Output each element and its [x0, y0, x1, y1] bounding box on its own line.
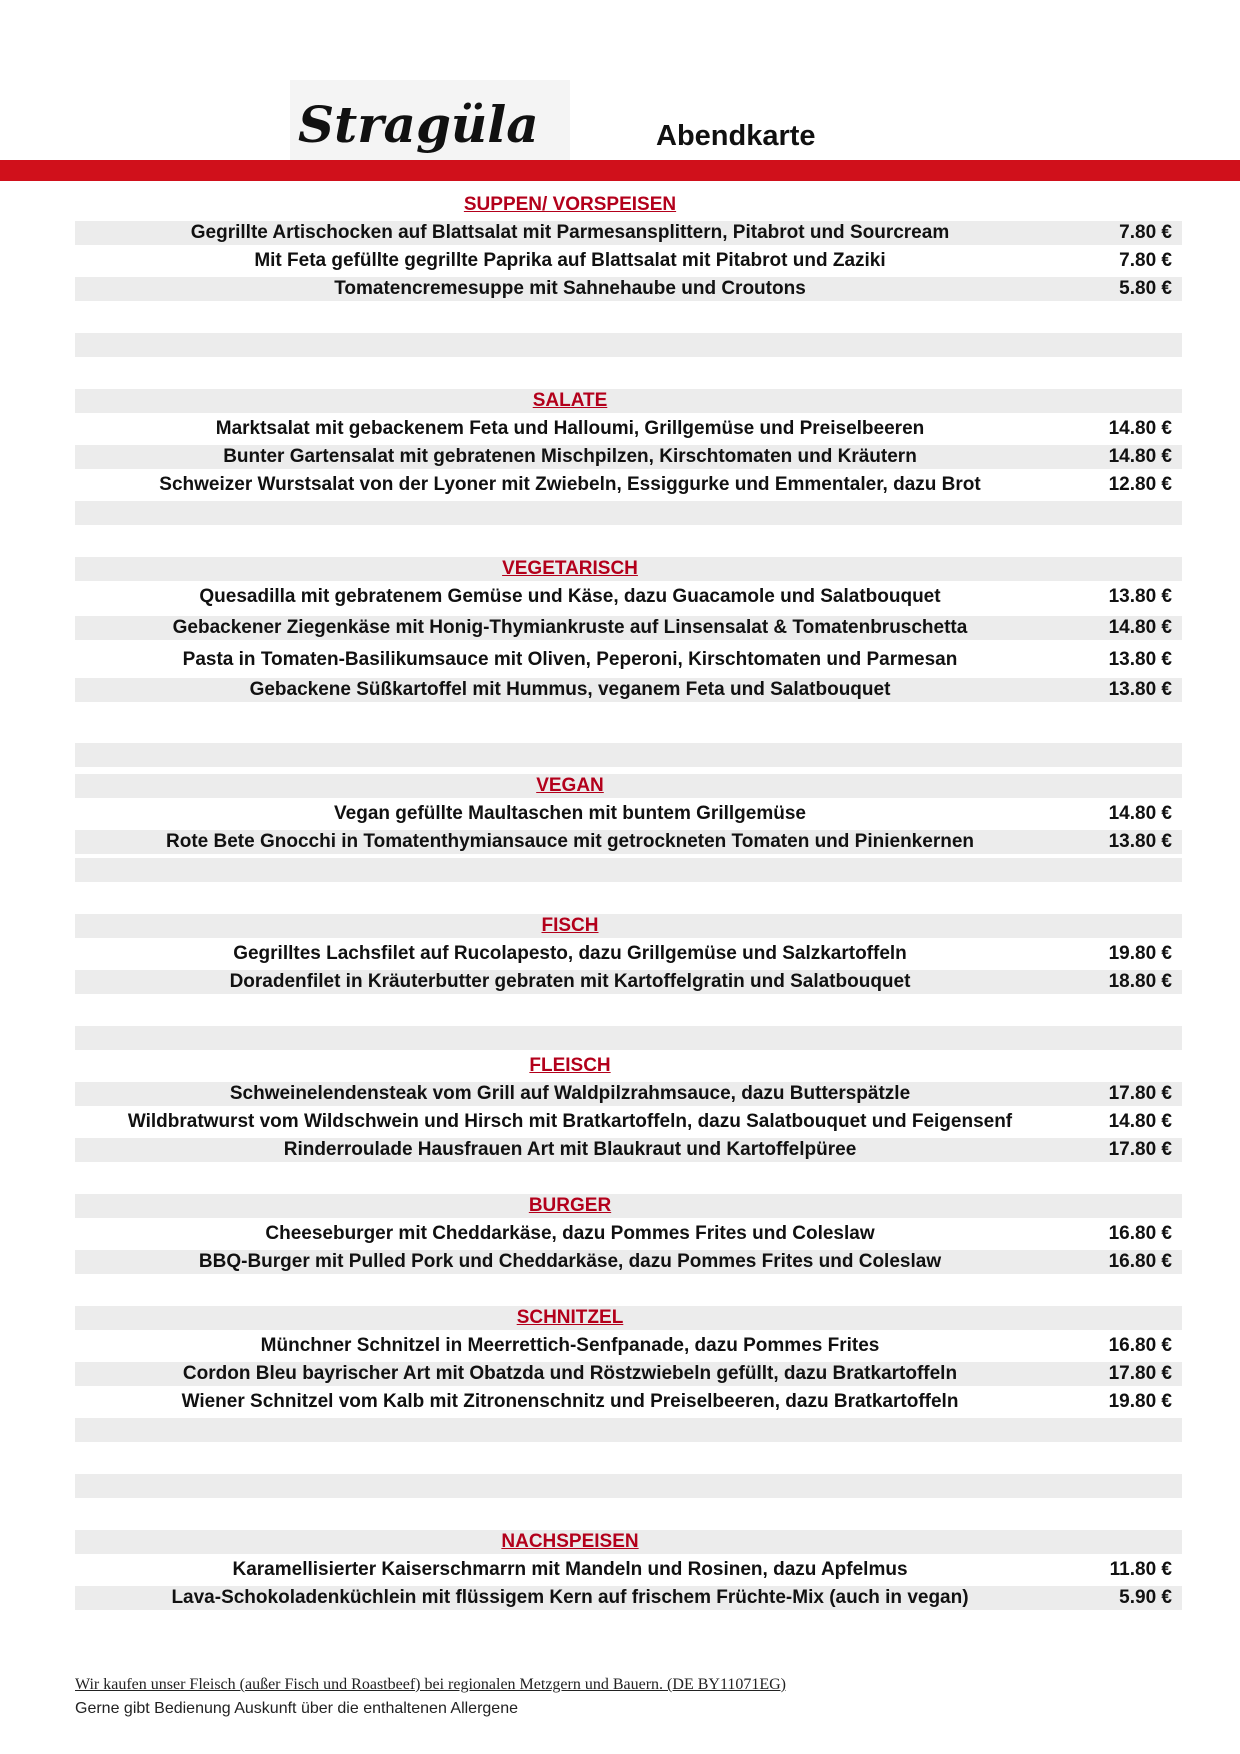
dish-name: Gegrilltes Lachsfilet auf Rucolapesto, dazu Grillgemüse und Salzkartoffeln [233, 943, 907, 964]
section-header-burger [75, 1194, 1182, 1218]
allergen-note: Gerne gibt Bedienung Auskunft über die enthaltenen Allergene [75, 1700, 518, 1717]
dish-price: 17.80 € [1108, 1139, 1172, 1160]
dish-price: 13.80 € [1108, 649, 1172, 670]
section-title: SALATE [532, 390, 608, 411]
dish-price: 18.80 € [1108, 971, 1172, 992]
dish-price: 19.80 € [1108, 943, 1172, 964]
dish-price: 5.80 € [1119, 278, 1172, 299]
dish-name: Gebackene Süßkartoffel mit Hummus, veganem Feta und Salatbouquet [249, 679, 891, 700]
menu-item [75, 1362, 1182, 1386]
section-title: NACHSPEISEN [501, 1531, 639, 1552]
dish-name: Gegrillte Artischocken auf Blattsalat mit Parmesansplittern, Pitabrot und Sourcream [190, 222, 950, 243]
menu-item [75, 970, 1182, 994]
menu-item [75, 1222, 1182, 1246]
dish-price: 17.80 € [1108, 1083, 1172, 1104]
dish-name: Quesadilla mit gebratenem Gemüse und Käse, dazu Guacamole und Salatbouquet [199, 586, 941, 607]
menu-item [75, 1082, 1182, 1106]
dish-name: Gebackener Ziegenkäse mit Honig-Thymiankruste auf Linsensalat & Tomatenbruschetta [172, 617, 968, 638]
dish-name: Cheeseburger mit Cheddarkäse, dazu Pommes Frites und Coleslaw [265, 1223, 875, 1244]
dish-price: 7.80 € [1119, 250, 1172, 271]
menu-item [75, 648, 1182, 672]
empty-row [75, 1026, 1182, 1050]
section-header-fleisch [75, 1054, 1182, 1078]
menu-item [75, 616, 1182, 640]
empty-row [75, 1418, 1182, 1442]
dish-price: 14.80 € [1108, 803, 1172, 824]
section-title: VEGETARISCH [502, 558, 638, 579]
menu-item [75, 678, 1182, 702]
menu-item [75, 1138, 1182, 1162]
empty-row [75, 501, 1182, 525]
section-header-vegan [75, 774, 1182, 798]
header-divider [0, 160, 1240, 181]
dish-price: 16.80 € [1108, 1223, 1172, 1244]
section-header-nachspeisen [75, 1530, 1182, 1554]
menu-item [75, 1250, 1182, 1274]
section-title: SUPPEN/ VORSPEISEN [463, 194, 677, 215]
menu-item [75, 221, 1182, 245]
dish-name: Schweinelendensteak vom Grill auf Waldpilzrahmsauce, dazu Butterspätzle [229, 1083, 911, 1104]
menu-item [75, 830, 1182, 854]
dish-price: 13.80 € [1108, 831, 1172, 852]
dish-name: Schweizer Wurstsalat von der Lyoner mit Zwiebeln, Essiggurke und Emmentaler, dazu Brot [159, 474, 981, 495]
dish-price: 14.80 € [1108, 1111, 1172, 1132]
dish-price: 14.80 € [1108, 446, 1172, 467]
dish-name: Marktsalat mit gebackenem Feta und Halloumi, Grillgemüse und Preiselbeeren [215, 418, 925, 439]
section-header-suppen [75, 193, 1182, 217]
dish-price: 12.80 € [1108, 474, 1172, 495]
dish-price: 16.80 € [1108, 1251, 1172, 1272]
section-header-salate [75, 389, 1182, 413]
section-title: FLEISCH [529, 1055, 611, 1076]
menu-item [75, 249, 1182, 273]
menu-item [75, 585, 1182, 609]
empty-row [75, 1474, 1182, 1498]
dish-name: Rote Bete Gnocchi in Tomatenthymiansauce mit getrockneten Tomaten und Pinienkernen [166, 831, 974, 852]
dish-name: Doradenfilet in Kräuterbutter gebraten mit Kartoffelgratin und Salatbouquet [229, 971, 911, 992]
dish-name: Cordon Bleu bayrischer Art mit Obatzda und Röstzwiebeln gefüllt, dazu Bratkartoffeln [182, 1363, 958, 1384]
menu-item [75, 942, 1182, 966]
dish-price: 17.80 € [1108, 1363, 1172, 1384]
menu-item [75, 1558, 1182, 1582]
section-title: BURGER [528, 1195, 612, 1216]
section-title: SCHNITZEL [516, 1307, 624, 1328]
section-header-vegetarisch [75, 557, 1182, 581]
menu-item [75, 1334, 1182, 1358]
menu-item [75, 1390, 1182, 1414]
dish-price: 7.80 € [1119, 222, 1172, 243]
dish-price: 14.80 € [1108, 418, 1172, 439]
empty-row [75, 743, 1182, 767]
section-header-fisch [75, 914, 1182, 938]
sourcing-note: Wir kaufen unser Fleisch (außer Fisch und Roastbeef) bei regionalen Metzgern und Bauern. (DE BY11071EG) [75, 1676, 786, 1693]
menu-item [75, 1110, 1182, 1134]
dish-name: Pasta in Tomaten-Basilikumsauce mit Oliven, Peperoni, Kirschtomaten und Parmesan [182, 649, 958, 670]
dish-price: 5.90 € [1119, 1587, 1172, 1608]
dish-price: 11.80 € [1109, 1559, 1172, 1580]
dish-name: BBQ-Burger mit Pulled Pork und Cheddarkäse, dazu Pommes Frites und Coleslaw [198, 1251, 942, 1272]
empty-row [75, 858, 1182, 882]
section-header-schnitzel [75, 1306, 1182, 1330]
menu-item [75, 473, 1182, 497]
dish-price: 13.80 € [1108, 679, 1172, 700]
dish-name: Rinderroulade Hausfrauen Art mit Blaukraut und Kartoffelpüree [283, 1139, 857, 1160]
dish-name: Tomatencremesuppe mit Sahnehaube und Croutons [334, 278, 806, 299]
dish-price: 16.80 € [1108, 1335, 1172, 1356]
restaurant-logo [290, 80, 570, 160]
dish-price: 13.80 € [1108, 586, 1172, 607]
menu-item [75, 417, 1182, 441]
svg-text:Stragüla: Stragüla [298, 95, 539, 154]
page-title: Abendkarte [656, 120, 816, 152]
menu-item [75, 445, 1182, 469]
dish-name: Karamellisierter Kaiserschmarrn mit Mandeln und Rosinen, dazu Apfelmus [232, 1559, 908, 1580]
menu-item [75, 802, 1182, 826]
section-title: VEGAN [536, 775, 604, 796]
dish-price: 14.80 € [1108, 617, 1172, 638]
section-title: FISCH [541, 915, 599, 936]
dish-name: Münchner Schnitzel in Meerrettich-Senfpanade, dazu Pommes Frites [260, 1335, 880, 1356]
dish-name: Lava-Schokoladenküchlein mit flüssigem Kern auf frischem Früchte-Mix (auch in vegan) [171, 1587, 969, 1608]
menu-item [75, 1586, 1182, 1610]
empty-row [75, 333, 1182, 357]
dish-price: 19.80 € [1108, 1391, 1172, 1412]
dish-name: Wiener Schnitzel vom Kalb mit Zitronenschnitz und Preiselbeeren, dazu Bratkartoffeln [181, 1391, 959, 1412]
dish-name: Bunter Gartensalat mit gebratenen Mischpilzen, Kirschtomaten und Kräutern [223, 446, 917, 467]
menu-item [75, 277, 1182, 301]
dish-name: Mit Feta gefüllte gegrillte Paprika auf Blattsalat mit Pitabrot und Zaziki [254, 250, 886, 271]
dish-name: Vegan gefüllte Maultaschen mit buntem Grillgemüse [334, 803, 806, 824]
dish-name: Wildbratwurst vom Wildschwein und Hirsch mit Bratkartoffeln, dazu Salatbouquet und Feigensenf [127, 1111, 1013, 1132]
